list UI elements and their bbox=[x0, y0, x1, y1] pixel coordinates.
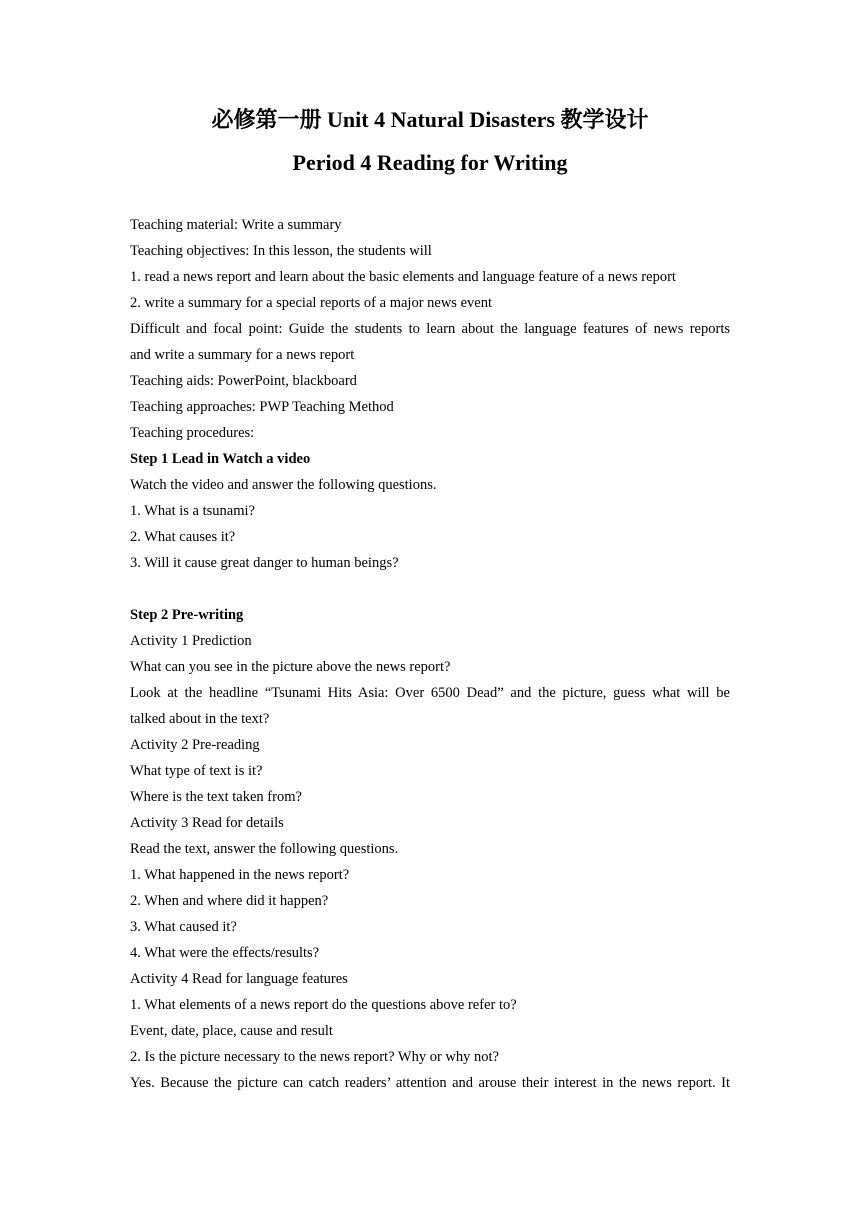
activity-4-answer-1: Event, date, place, cause and result bbox=[130, 1023, 333, 1039]
activity-3-question-3: 3. What caused it? bbox=[130, 919, 237, 935]
objective-2: 2. write a summary for a special reports of a major news event bbox=[130, 295, 492, 311]
activity-4-heading: Activity 4 Read for language features bbox=[130, 971, 348, 987]
activity-2-question-1: What type of text is it? bbox=[130, 763, 263, 779]
activity-3-question-2: 2. When and where did it happen? bbox=[130, 893, 329, 909]
teaching-procedures: Teaching procedures: bbox=[130, 425, 255, 441]
difficult-focal-point-cont: and write a summary for a news report bbox=[130, 347, 355, 363]
step-1-heading: Step 1 Lead in Watch a video bbox=[130, 451, 311, 467]
step-2-heading: Step 2 Pre-writing bbox=[130, 607, 244, 623]
difficult-focal-point: Difficult and focal point: Guide the students to learn about the language features of news reports bbox=[130, 321, 730, 337]
activity-4-question-1: 1. What elements of a news report do the questions above refer to? bbox=[130, 997, 517, 1013]
step-1-instruction: Watch the video and answer the following questions. bbox=[130, 477, 437, 493]
activity-1-headline-prompt-cont: talked about in the text? bbox=[130, 711, 270, 727]
activity-3-heading: Activity 3 Read for details bbox=[130, 815, 284, 831]
activity-3-question-4: 4. What were the effects/results? bbox=[130, 945, 320, 961]
teaching-aids: Teaching aids: PowerPoint, blackboard bbox=[130, 373, 357, 389]
teaching-material: Teaching material: Write a summary bbox=[130, 217, 342, 233]
activity-3-question-1: 1. What happened in the news report? bbox=[130, 867, 350, 883]
activity-2-heading: Activity 2 Pre-reading bbox=[130, 737, 260, 753]
step-1-question-3: 3. Will it cause great danger to human beings? bbox=[130, 555, 399, 571]
blank-line bbox=[130, 576, 730, 602]
teaching-objectives: Teaching objectives: In this lesson, the students will bbox=[130, 243, 432, 259]
document-body bbox=[130, 212, 730, 1096]
activity-2-question-2: Where is the text taken from? bbox=[130, 789, 302, 805]
objective-1: 1. read a news report and learn about the basic elements and language feature of a news report bbox=[130, 269, 676, 285]
document-subtitle: Period 4 Reading for Writing bbox=[292, 150, 568, 175]
activity-1-heading: Activity 1 Prediction bbox=[130, 633, 252, 649]
activity-1-question: What can you see in the picture above the news report? bbox=[130, 659, 451, 675]
document-title: 必修第一册 Unit 4 Natural Disasters 教学设计 bbox=[211, 107, 649, 132]
activity-4-question-2: 2. Is the picture necessary to the news report? Why or why not? bbox=[130, 1049, 499, 1065]
step-1-question-1: 1. What is a tsunami? bbox=[130, 503, 255, 519]
step-1-question-2: 2. What causes it? bbox=[130, 529, 236, 545]
activity-1-headline-prompt: Look at the headline “Tsunami Hits Asia: Over 6500 Dead” and the picture, guess what will be bbox=[130, 685, 730, 701]
activity-3-instruction: Read the text, answer the following questions. bbox=[130, 841, 399, 857]
activity-4-answer-2: Yes. Because the picture can catch readers’ attention and arouse their interest in the news report. It bbox=[130, 1075, 730, 1091]
teaching-approaches: Teaching approaches: PWP Teaching Method bbox=[130, 399, 394, 415]
